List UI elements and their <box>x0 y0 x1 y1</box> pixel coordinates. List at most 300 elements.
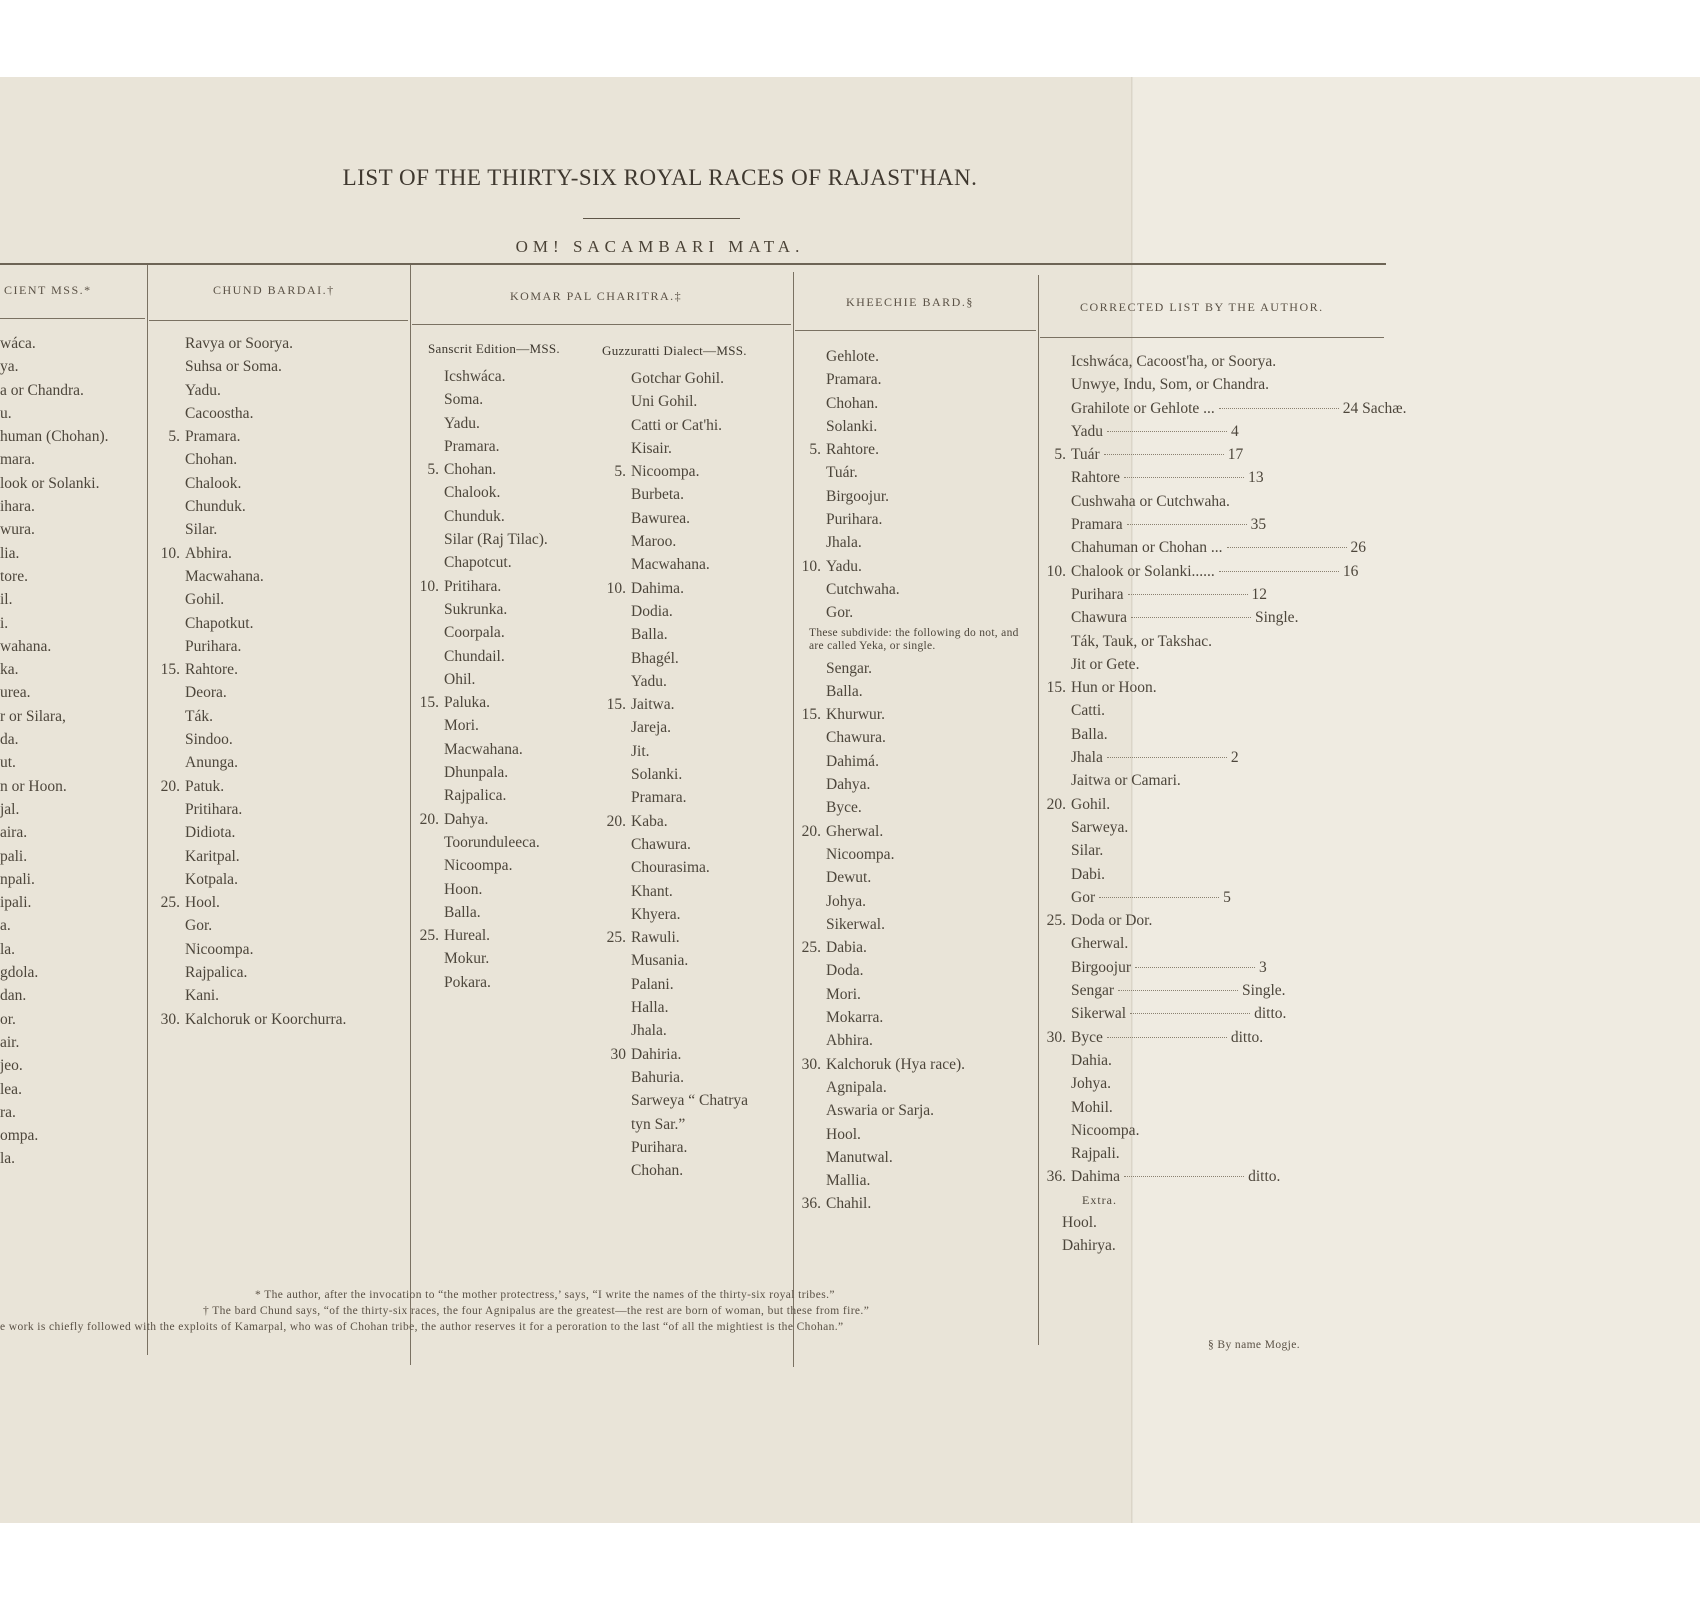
list-number: 10. <box>606 579 626 597</box>
race-name: Gohil. <box>185 591 225 609</box>
race-name: ra. <box>0 1103 16 1121</box>
footnote-2: † The bard Chund says, “of the thirty-six races, the four Agnipalus are the greatest—the rest are born of woman, but these from fire.” <box>203 1305 870 1317</box>
list-item <box>600 507 748 530</box>
list-item <box>0 658 108 681</box>
list-item <box>795 601 1034 624</box>
list-item <box>154 984 346 1007</box>
race-name: Jhala. <box>826 534 862 552</box>
list-number: 10. <box>419 577 439 595</box>
race-name: Mori. <box>826 985 861 1003</box>
list-item <box>600 973 748 996</box>
extra-race: Hool. <box>1062 1213 1097 1231</box>
list-number: 15. <box>801 706 821 724</box>
list-item <box>413 458 548 481</box>
list-item <box>600 460 748 483</box>
race-name: Icshwáca, Cacoost'ha, or Soorya. <box>1071 353 1277 370</box>
race-name: human (Chohan). <box>0 428 109 446</box>
list-item <box>1040 1142 1406 1165</box>
column-corrected-list <box>1040 350 1406 1257</box>
list-item <box>600 693 748 716</box>
dotted-leader <box>1104 453 1224 455</box>
race-name: Gotchar Gohil. <box>631 370 724 387</box>
header-rule-kheechie <box>795 330 1036 331</box>
header-ancient-mss: CIENT MSS.* <box>4 283 92 297</box>
race-name: Yadu. <box>444 414 480 432</box>
race-name: ya. <box>0 358 19 376</box>
race-name: Hool. <box>185 894 220 912</box>
list-item <box>1040 1026 1406 1049</box>
list-number: 30. <box>1046 1028 1066 1046</box>
race-name: air. <box>0 1033 20 1051</box>
list-item <box>413 878 548 901</box>
list-item <box>1040 1072 1406 1095</box>
list-item <box>154 845 346 868</box>
list-item <box>795 368 1034 391</box>
race-name: Cutchwaha. <box>826 580 900 598</box>
race-name: Jit. <box>631 742 650 760</box>
list-item <box>1040 839 1406 862</box>
race-name: Chawura <box>1071 609 1127 627</box>
dotted-leader <box>1099 896 1219 898</box>
list-item <box>413 691 548 714</box>
race-name: Jaitwa. <box>631 696 675 714</box>
list-number: 15. <box>160 661 180 679</box>
list-number: 5. <box>1054 446 1066 464</box>
list-item <box>413 528 548 551</box>
subheader-sanscrit-edition: Sanscrit Edition—MSS. <box>428 341 560 356</box>
list-item <box>413 738 548 761</box>
race-name: i. <box>0 614 9 632</box>
race-name: Gherwal. <box>1071 935 1129 953</box>
race-name: Halla. <box>631 999 669 1017</box>
race-name: n or Hoon. <box>0 777 67 795</box>
branch-count: 13 <box>1248 469 1264 487</box>
list-item <box>795 1169 1034 1192</box>
race-name: Chohan. <box>185 451 238 469</box>
race-name: Tuár. <box>826 464 858 482</box>
column-komar-sanscrit <box>413 365 548 994</box>
race-name: Chahil. <box>826 1195 872 1213</box>
list-item <box>1040 490 1406 513</box>
list-item <box>413 481 548 504</box>
list-item <box>600 763 748 786</box>
race-name: Hoon. <box>444 880 483 898</box>
list-item <box>600 530 748 553</box>
list-item <box>600 1159 748 1182</box>
race-name: Catti. <box>1071 702 1106 720</box>
race-name: Dahima. <box>631 579 684 597</box>
race-name: Ták, Tauk, or Takshac. <box>1071 632 1213 650</box>
list-item <box>154 495 346 518</box>
list-item <box>600 810 748 833</box>
race-name: Rawuli. <box>631 929 680 947</box>
race-name: Sukrunka. <box>444 600 508 618</box>
race-name: Purihara. <box>631 1138 688 1156</box>
race-name: Purihara. <box>185 637 242 655</box>
list-item <box>0 914 108 937</box>
list-item <box>1040 816 1406 839</box>
race-name: Toorunduleeca. <box>444 833 540 851</box>
race-name: Rajpalica. <box>185 964 248 982</box>
race-name: Sindoo. <box>185 731 233 749</box>
race-name: Khyera. <box>631 905 681 923</box>
list-item <box>154 542 346 565</box>
race-name: Pramara. <box>631 789 687 807</box>
list-item <box>795 726 1034 749</box>
list-item <box>0 448 108 471</box>
race-name: Ohil. <box>444 670 476 688</box>
race-name: Kalchoruk (Hya race). <box>826 1055 965 1073</box>
race-name: Rajpalica. <box>444 787 507 805</box>
branch-count: 2 <box>1230 749 1239 767</box>
list-number: 25. <box>801 939 821 957</box>
list-item <box>1040 443 1406 466</box>
race-name: Kotpala. <box>185 870 238 888</box>
list-item <box>0 355 108 378</box>
race-name: Abhira. <box>185 544 232 562</box>
race-name: Dahya. <box>826 776 871 794</box>
list-item <box>0 728 108 751</box>
race-name: Solanki. <box>631 766 683 784</box>
list-item <box>1040 536 1406 559</box>
list-item <box>795 983 1034 1006</box>
race-name: Chalook. <box>444 484 501 502</box>
list-item <box>1040 466 1406 489</box>
subdivide-note: These subdivide: the following do not, and are called Yeka, or single. <box>809 626 1019 652</box>
list-item <box>1040 1096 1406 1119</box>
race-name: Rahtore. <box>826 441 879 459</box>
list-item <box>600 996 748 1019</box>
list-item <box>1040 373 1406 396</box>
header-komar-pal-charitra: KOMAR PAL CHARITRA.‡ <box>510 289 683 303</box>
list-item <box>1040 863 1406 886</box>
race-name: Silar. <box>185 521 218 539</box>
list-number: 20. <box>1046 795 1066 813</box>
list-item <box>154 425 346 448</box>
race-name: Kisair. <box>631 439 672 457</box>
column-komar-guzzuratti <box>600 367 748 1182</box>
list-item <box>0 1031 108 1054</box>
list-item <box>413 784 548 807</box>
header-rule-ancient <box>0 318 145 319</box>
race-name: Patuk. <box>185 777 225 795</box>
header-corrected-list: CORRECTED LIST BY THE AUTHOR. <box>1080 300 1324 314</box>
footnote-4: § By name Mogje. <box>1208 1339 1300 1351</box>
race-name: Balla. <box>444 903 481 921</box>
race-name: gdola. <box>0 964 39 982</box>
list-number: 15. <box>1046 679 1066 697</box>
list-item <box>795 1099 1034 1122</box>
list-item <box>413 645 548 668</box>
list-item <box>795 820 1034 843</box>
race-name: Rahtore. <box>185 661 238 679</box>
race-name: Yadu. <box>185 381 221 399</box>
list-item <box>413 388 548 411</box>
list-item <box>600 1019 748 1042</box>
list-item <box>0 821 108 844</box>
list-item <box>154 355 346 378</box>
list-item <box>600 716 748 739</box>
race-name: Jaitwa or Camari. <box>1071 772 1181 790</box>
race-name: Gor <box>1071 888 1096 906</box>
race-name: Chawura. <box>631 835 691 853</box>
race-name: Dahima <box>1071 1168 1121 1186</box>
list-item <box>413 668 548 691</box>
list-item <box>0 402 108 425</box>
race-name: Solanki. <box>826 417 878 435</box>
list-item <box>795 657 1034 680</box>
branch-count: 16 <box>1342 562 1359 580</box>
race-name: Didiota. <box>185 824 236 842</box>
list-item <box>795 773 1034 796</box>
race-name: Hool. <box>826 1125 861 1143</box>
list-item <box>413 598 548 621</box>
race-name: Hun or Hoon. <box>1071 679 1157 697</box>
list-item <box>413 971 548 994</box>
race-name: Nicoompa. <box>631 463 700 481</box>
list-item <box>1040 350 1406 373</box>
list-item <box>1040 956 1406 979</box>
list-item <box>795 680 1034 703</box>
list-item <box>795 1146 1034 1169</box>
list-item <box>0 635 108 658</box>
race-name: Sarweya “ Chatrya <box>631 1092 749 1110</box>
list-item <box>413 947 548 970</box>
race-name: wahana. <box>0 637 52 655</box>
list-item <box>0 472 108 495</box>
list-item <box>154 961 346 984</box>
list-item <box>154 402 346 425</box>
list-item <box>154 705 346 728</box>
race-name: Abhira. <box>826 1032 873 1050</box>
race-name: Deora. <box>185 684 227 702</box>
race-name: Bhagél. <box>631 649 679 667</box>
dotted-leader <box>1118 989 1238 991</box>
race-name: Mokur. <box>444 950 490 968</box>
race-name: Musania. <box>631 952 689 970</box>
list-item <box>154 868 346 891</box>
race-name: Pokara. <box>444 973 491 991</box>
list-item <box>0 1124 108 1147</box>
race-name: Chohan. <box>444 461 497 479</box>
list-item <box>1040 886 1406 909</box>
race-name: Balla. <box>826 682 863 700</box>
list-item <box>795 461 1034 484</box>
race-name: Nicoompa. <box>444 857 513 875</box>
race-name: Jhala <box>1071 749 1103 767</box>
race-name: Dahia. <box>1071 1051 1112 1069</box>
race-name: la. <box>0 940 16 958</box>
race-name: Chohan. <box>631 1162 684 1180</box>
list-item <box>1040 630 1406 653</box>
branch-count: 12 <box>1251 585 1268 603</box>
race-name: Birgoojur <box>1071 958 1131 976</box>
list-item <box>600 437 748 460</box>
list-item <box>795 703 1034 726</box>
race-name: Doda or Dor. <box>1071 912 1153 930</box>
race-name: lea. <box>0 1080 22 1098</box>
dotted-leader <box>1131 616 1251 618</box>
race-name: npali. <box>0 870 35 888</box>
list-item <box>1040 420 1406 443</box>
list-item <box>1040 723 1406 746</box>
list-item <box>795 345 1034 368</box>
list-item <box>600 1113 748 1136</box>
race-name: Dodia. <box>631 602 673 620</box>
race-name: Dhunpala. <box>444 764 509 782</box>
race-name: Chundail. <box>444 647 505 665</box>
race-name: Nicoompa. <box>185 940 254 958</box>
list-item <box>154 472 346 495</box>
race-name: Grahilote or Gehlote ... <box>1071 399 1215 417</box>
race-name: Gor. <box>826 604 854 622</box>
race-name: Chahuman or Chohan ... <box>1071 539 1223 557</box>
race-name: Rajpali. <box>1071 1145 1120 1163</box>
list-number: 30 <box>610 1045 626 1063</box>
race-name: Birgoojur. <box>826 487 890 505</box>
race-name: Icshwáca. <box>444 368 506 385</box>
list-number: 25. <box>419 927 439 945</box>
list-item <box>154 681 346 704</box>
race-name: Dabia. <box>826 939 867 957</box>
list-item <box>413 901 548 924</box>
race-name: lia. <box>0 544 20 562</box>
branch-count: 35 <box>1250 516 1267 534</box>
race-name: Johya. <box>1071 1075 1112 1093</box>
list-item <box>600 1089 748 1112</box>
branch-count: ditto. <box>1254 1005 1287 1023</box>
race-name: Sarweya. <box>1071 818 1129 836</box>
column-divider-3 <box>793 272 794 1367</box>
race-name: jal. <box>0 800 20 818</box>
table-top-rule <box>0 263 1386 265</box>
race-name: Gor. <box>185 917 213 935</box>
list-item <box>795 1192 1034 1215</box>
list-item <box>600 786 748 809</box>
list-item <box>600 926 748 949</box>
race-name: Sengar. <box>826 659 873 677</box>
list-item <box>0 565 108 588</box>
list-item <box>154 448 346 471</box>
list-item <box>154 798 346 821</box>
list-item <box>1040 793 1406 816</box>
list-item <box>795 438 1034 461</box>
list-item <box>413 412 548 435</box>
race-name: Balla. <box>631 626 668 644</box>
race-name: Purihara. <box>826 511 883 529</box>
race-name: pali. <box>0 847 28 865</box>
race-name: Aswaria or Sarja. <box>826 1102 935 1120</box>
list-number: 10. <box>160 544 180 562</box>
column-divider-2 <box>410 265 411 1365</box>
list-item <box>0 612 108 635</box>
race-name: Dahya. <box>444 810 489 828</box>
race-name: Chohan. <box>826 394 879 412</box>
list-number: 5. <box>168 428 180 446</box>
race-name: dan. <box>0 987 27 1005</box>
list-item <box>0 425 108 448</box>
document-sheet <box>0 77 1700 1523</box>
list-item <box>1040 1119 1406 1142</box>
race-name: Mori. <box>444 717 479 735</box>
race-name: Cacoostha. <box>185 404 254 422</box>
list-item <box>154 938 346 961</box>
race-name: Sikerwal. <box>826 915 885 933</box>
race-name: Silar. <box>1071 842 1104 860</box>
list-item <box>795 913 1034 936</box>
list-item <box>154 565 346 588</box>
race-name: Ravya or Soorya. <box>185 335 294 352</box>
race-name: look or Solanki. <box>0 474 100 492</box>
race-name: Nicoompa. <box>826 845 895 863</box>
branch-count: 24 Sachæ. <box>1342 399 1407 417</box>
race-name: mara. <box>0 451 35 469</box>
list-number: 10. <box>1046 562 1066 580</box>
list-item <box>600 623 748 646</box>
race-name: Jhala. <box>631 1022 667 1040</box>
list-item <box>0 1147 108 1170</box>
list-item <box>795 866 1034 889</box>
list-number: 36. <box>1046 1168 1066 1186</box>
dotted-leader <box>1227 546 1347 548</box>
race-name: ut. <box>0 754 16 772</box>
list-item <box>154 751 346 774</box>
list-item <box>0 542 108 565</box>
race-name: il. <box>0 591 13 609</box>
list-item <box>154 635 346 658</box>
extra-label: Extra. <box>1082 1192 1117 1207</box>
branch-count: Single. <box>1254 609 1299 627</box>
list-item <box>413 808 548 831</box>
race-name: wáca. <box>0 335 36 352</box>
race-name: Catti or Cat'hi. <box>631 416 723 434</box>
race-name: Pramara. <box>185 428 241 446</box>
race-name: Sengar <box>1071 982 1115 1000</box>
race-name: Gohil. <box>1071 795 1111 813</box>
list-number: 25. <box>1046 912 1066 930</box>
race-name: Kalchoruk or Koorchurra. <box>185 1010 347 1028</box>
list-number: 5. <box>614 463 626 481</box>
list-item <box>795 578 1034 601</box>
dotted-leader <box>1107 756 1227 758</box>
race-name: Macwahana. <box>631 556 710 574</box>
race-name: Agnipala. <box>826 1078 887 1096</box>
list-item <box>600 483 748 506</box>
list-item <box>795 959 1034 982</box>
dotted-leader <box>1130 1012 1250 1014</box>
list-item <box>0 495 108 518</box>
title-divider <box>583 218 740 219</box>
list-item <box>600 600 748 623</box>
list-item <box>1040 769 1406 792</box>
list-item <box>0 1008 108 1031</box>
race-name: Jit or Gete. <box>1071 655 1140 673</box>
list-item <box>795 1029 1034 1052</box>
race-name: Palani. <box>631 975 674 993</box>
header-rule-komar <box>412 324 791 325</box>
column-chund-bardai <box>154 332 346 1031</box>
header-chund-bardai: CHUND BARDAI.† <box>213 283 335 297</box>
list-item <box>1040 932 1406 955</box>
race-name: Khant. <box>631 882 673 900</box>
race-name: ka. <box>0 661 19 679</box>
footnote-3: e work is chiefly followed with the exploits of Kamarpal, who was of Chohan tribe, the author reserves it for a peroration to the last “of all the mightiest is the Chohan.” <box>0 1321 844 1333</box>
list-item <box>600 390 748 413</box>
race-name: Dahiria. <box>631 1045 682 1063</box>
branch-count: 3 <box>1259 958 1267 976</box>
race-name: jeo. <box>0 1057 23 1075</box>
list-item <box>1040 1002 1406 1025</box>
